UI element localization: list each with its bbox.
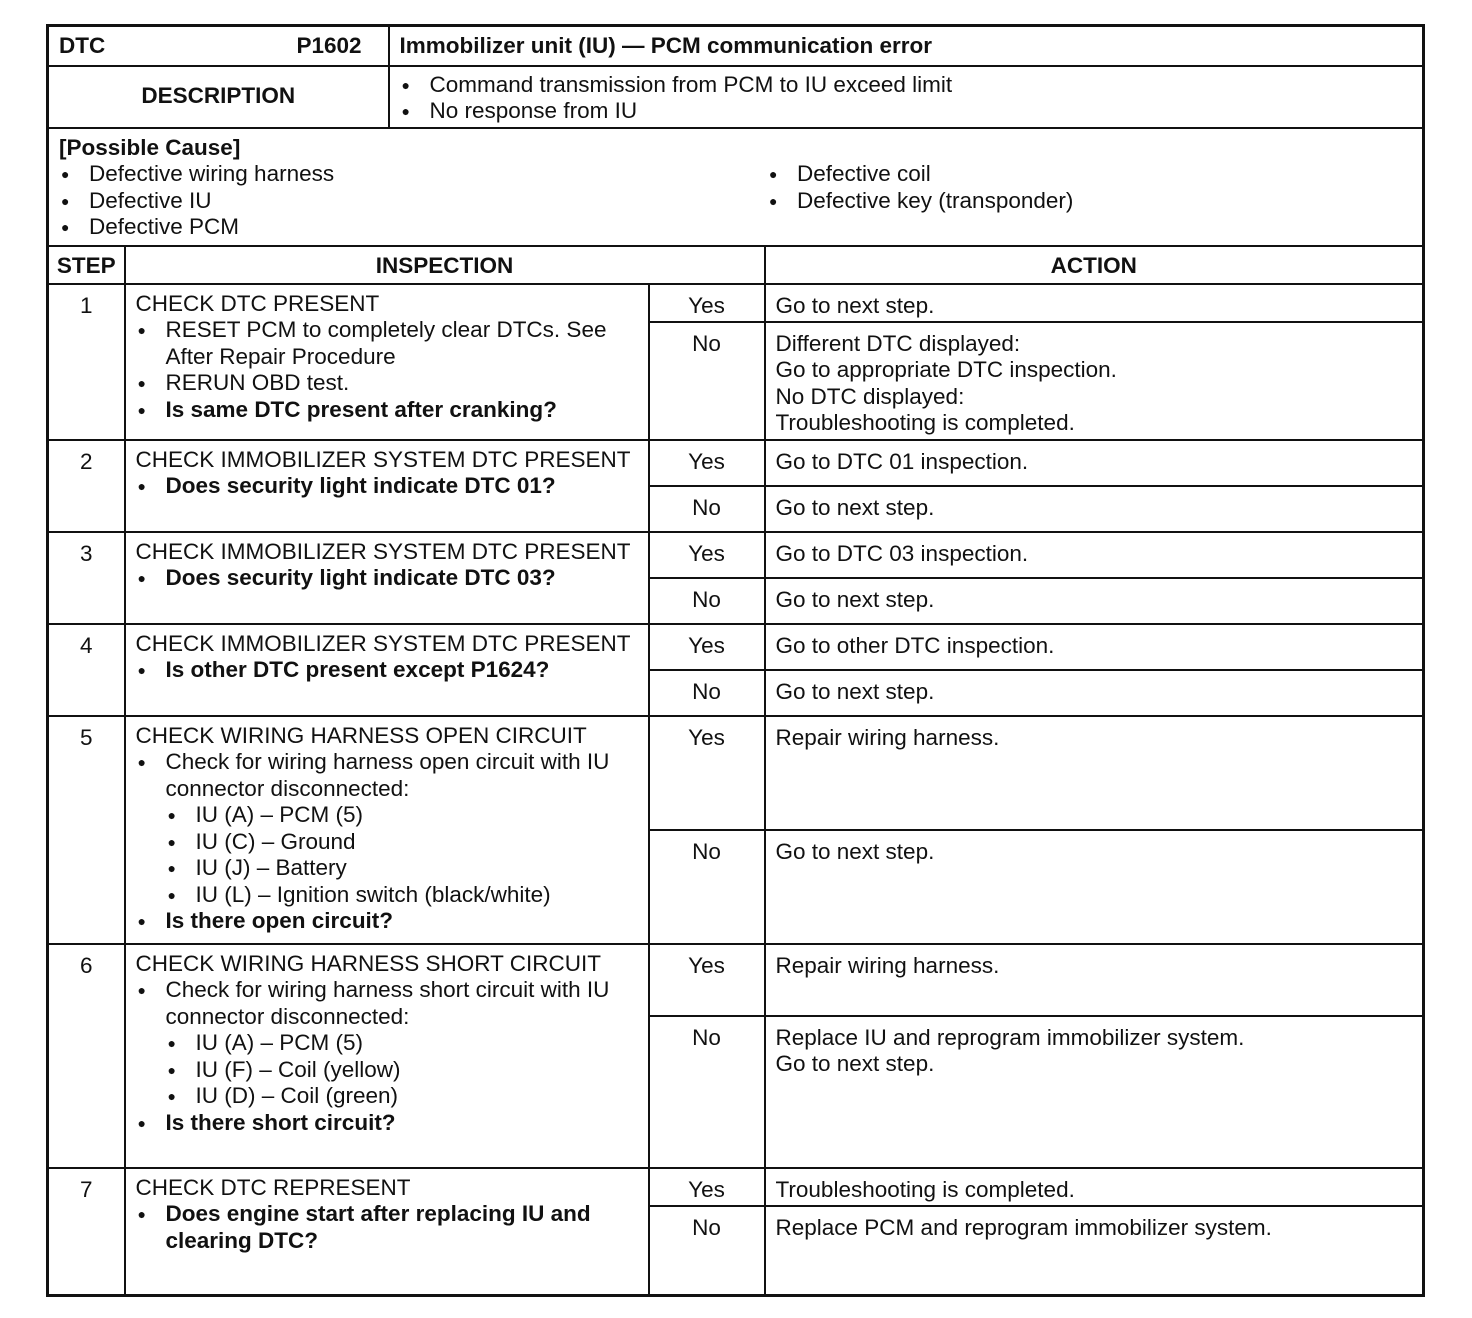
action-line: Go to DTC 03 inspection. [775,540,1029,566]
no-label: No [649,322,765,440]
dtc-label: DTC [59,33,106,58]
step-number: 5 [48,716,125,944]
possible-cause-item: ● Defective IU [59,188,767,215]
step-row [48,284,1424,322]
yes-label: Yes [649,440,765,486]
action-line: Troubleshooting is completed. [775,410,1075,435]
yes-label: Yes [649,284,765,322]
yes-action [765,532,1424,578]
step-inspection [125,716,649,944]
action-line: Replace IU and reprogram immobilizer system. [775,1024,1245,1050]
no-label: No [649,1206,765,1296]
step-number: 3 [48,532,125,624]
step-question: ● Does security light indicate DTC 01? [136,473,638,500]
dtc-title: Immobilizer unit (IU) — PCM communication error [389,26,1424,66]
step-bullet: ● Check for wiring harness short circuit with IU connector disconnected: [136,977,638,1030]
possible-cause-label: [Possible Cause] [59,134,241,160]
possible-cause-list-right [767,161,1073,241]
yes-action [765,440,1424,486]
step-row [48,944,1424,1016]
step-inspection [125,440,649,532]
step-title: CHECK IMMOBILIZER SYSTEM DTC PRESENT [135,446,631,472]
step-bullet-list [136,977,638,1136]
no-action [765,1016,1424,1168]
step-question: ● Is same DTC present after cranking? [136,397,638,424]
yes-label: Yes [649,1168,765,1206]
description-row [48,66,1424,128]
yes-action [765,624,1424,670]
action-line: Go to appropriate DTC inspection. [775,357,1117,382]
possible-cause-item: ● Defective wiring harness [59,161,767,188]
description-list [400,72,1413,125]
step-row [48,716,1424,830]
step-question: ● Is other DTC present except P1624? [136,657,638,684]
no-action [765,578,1424,624]
step-row [48,1168,1424,1206]
step-title: CHECK DTC PRESENT [135,290,380,316]
step-title: CHECK WIRING HARNESS SHORT CIRCUIT [135,950,601,976]
action-line: Repair wiring harness. [775,724,1000,750]
action-line: Troubleshooting is completed. [775,1176,1075,1202]
step-title: CHECK IMMOBILIZER SYSTEM DTC PRESENT [135,630,631,656]
action-line: Go to next step. [775,292,935,318]
description-item: ● No response from IU [400,98,1413,125]
no-action [765,322,1424,440]
no-action [765,486,1424,532]
possible-cause-item: ● Defective key (transponder) [767,188,1073,215]
step-bullet: ● RESET PCM to completely clear DTCs. See After Repair Procedure [136,317,638,370]
yes-label: Yes [649,944,765,1016]
col-step: STEP [48,246,125,284]
step-bullet-list [136,1201,638,1254]
step-number: 1 [48,284,125,440]
description-cell [389,66,1424,128]
step-title: CHECK DTC REPRESENT [135,1174,411,1200]
step-inspection [125,1168,649,1296]
no-action [765,670,1424,716]
action-line: Go to next step. [775,838,935,864]
possible-cause-list-left [59,161,767,241]
step-sub-bullet: ● IU (A) – PCM (5) [136,1030,638,1057]
action-line: Different DTC displayed: [775,330,1021,356]
step-row [48,532,1424,578]
dtc-header-row [48,26,1424,66]
action-line: Go to next step. [775,1051,935,1076]
action-line: Repair wiring harness. [775,952,1000,978]
step-row [48,440,1424,486]
action-line: No DTC displayed: [775,383,965,409]
no-label: No [649,830,765,944]
step-number: 2 [48,440,125,532]
action-line: Go to DTC 01 inspection. [775,448,1029,474]
yes-action [765,716,1424,830]
step-bullet-list [136,749,638,935]
action-line: Replace PCM and reprogram immobilizer system. [775,1214,1272,1240]
step-bullet-list [136,473,638,500]
step-question: ● Is there short circuit? [136,1110,638,1137]
yes-label: Yes [649,532,765,578]
step-number: 7 [48,1168,125,1296]
no-label: No [649,1016,765,1168]
step-question: ● Is there open circuit? [136,908,638,935]
steps-body [48,284,1424,1296]
step-inspection [125,944,649,1168]
possible-cause-item: ● Defective coil [767,161,1073,188]
step-inspection [125,284,649,440]
possible-cause-item: ● Defective PCM [59,214,767,241]
dtc-code-cell [48,26,389,66]
possible-cause-cell [48,128,1424,246]
no-label: No [649,578,765,624]
no-action [765,1206,1424,1296]
yes-label: Yes [649,624,765,670]
step-bullet: ● Check for wiring harness open circuit with IU connector disconnected: [136,749,638,802]
yes-label: Yes [649,716,765,830]
step-inspection [125,532,649,624]
action-line: Go to next step. [775,586,935,612]
step-bullet-list [136,565,638,592]
col-inspection: INSPECTION [125,246,765,284]
step-number: 4 [48,624,125,716]
step-sub-bullet: ● IU (J) – Battery [136,855,638,882]
step-row [48,624,1424,670]
description-label: DESCRIPTION [48,66,389,128]
yes-action [765,284,1424,322]
no-label: No [649,486,765,532]
action-line: Go to next step. [775,678,935,704]
step-number: 6 [48,944,125,1168]
dtc-table [46,24,1425,1297]
yes-action [765,944,1424,1016]
yes-action [765,1168,1424,1206]
no-label: No [649,670,765,716]
description-item: ● Command transmission from PCM to IU exceed limit [400,72,1413,99]
step-title: CHECK WIRING HARNESS OPEN CIRCUIT [135,722,587,748]
action-line: Go to next step. [775,494,935,520]
step-title: CHECK IMMOBILIZER SYSTEM DTC PRESENT [135,538,631,564]
step-bullet-list [136,317,638,423]
step-sub-bullet: ● IU (F) – Coil (yellow) [136,1057,638,1084]
step-sub-bullet: ● IU (D) – Coil (green) [136,1083,638,1110]
action-line: Go to other DTC inspection. [775,632,1055,658]
step-inspection [125,624,649,716]
col-action: ACTION [765,246,1424,284]
possible-cause-row [48,128,1424,246]
step-sub-bullet: ● IU (C) – Ground [136,829,638,856]
dtc-code: P1602 [296,33,362,58]
step-sub-bullet: ● IU (L) – Ignition switch (black/white) [136,882,638,909]
step-question: ● Does engine start after replacing IU and clearing DTC? [136,1201,638,1254]
step-question: ● Does security light indicate DTC 03? [136,565,638,592]
step-bullet-list [136,657,638,684]
step-sub-bullet: ● IU (A) – PCM (5) [136,802,638,829]
no-action [765,830,1424,944]
step-bullet: ● RERUN OBD test. [136,370,638,397]
column-header-row [48,246,1424,284]
dtc-sheet [46,24,1422,1304]
